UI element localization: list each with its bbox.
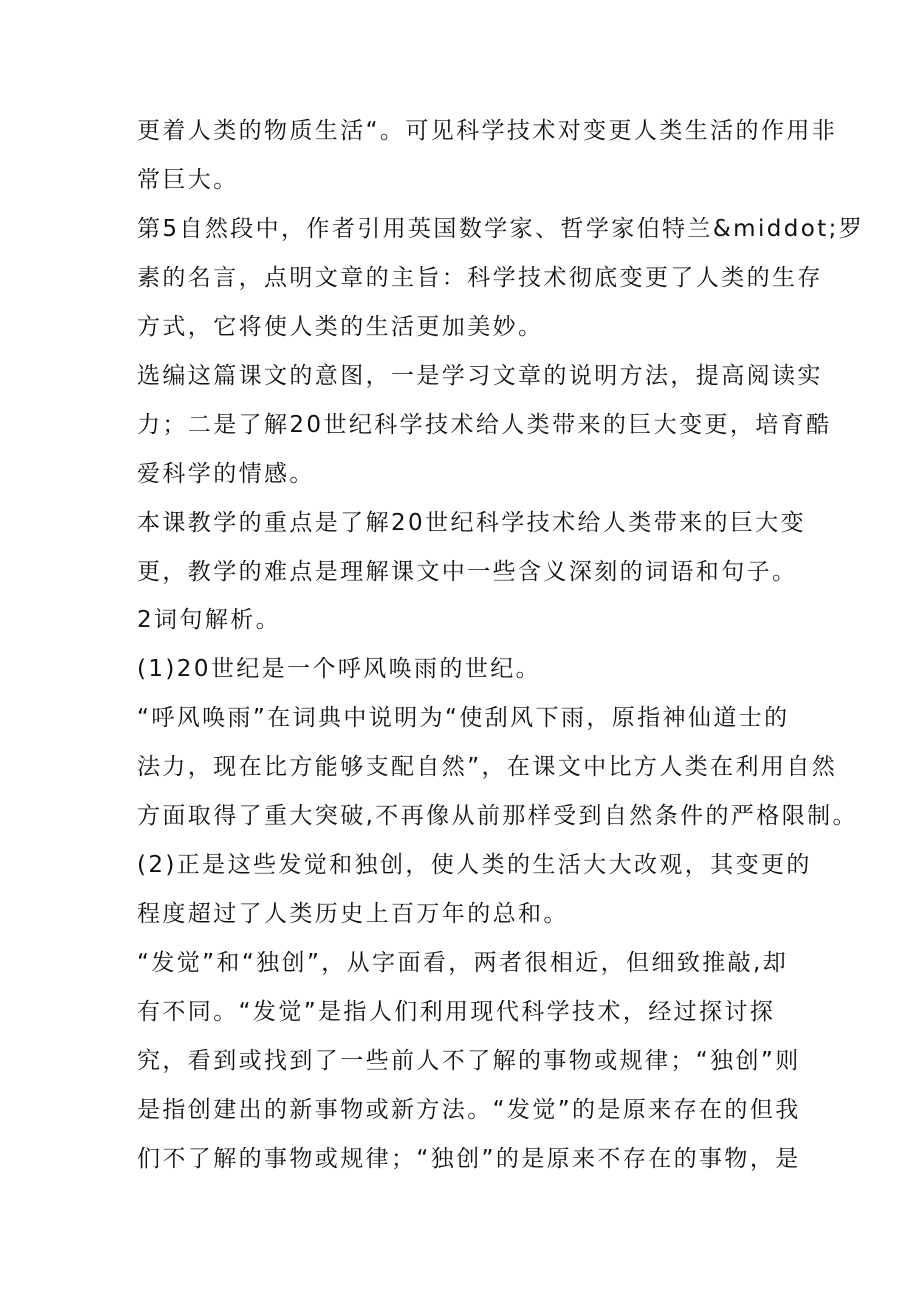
text-line: 程度超过了人类历史上百万年的总和。 bbox=[137, 901, 569, 927]
text-line: 素的名言，点明文章的主旨：科学技术彻底变更了人类的生存 bbox=[137, 265, 823, 291]
text-line: 更着人类的物质生活“。可见科学技术对变更人类生活的作用非 bbox=[137, 118, 838, 144]
text-line: “呼风唤雨”在词典中说明为“使刮风下雨，原指神仙道士的 bbox=[137, 705, 790, 731]
text-line: 第5自然段中，作者引用英国数学家、哲学家伯特兰&middot;罗 bbox=[137, 216, 865, 242]
text-line: (2)正是这些发觉和独创，使人类的生活大大改观，其变更的 bbox=[137, 852, 812, 878]
text-line: 选编这篇课文的意图，一是学习文章的说明方法，提高阅读实 bbox=[137, 363, 823, 389]
text-line: 究，看到或找到了一些前人不了解的事物或规律；“独创”则 bbox=[137, 1048, 801, 1074]
text-line: 常巨大。 bbox=[137, 167, 239, 193]
text-line: 们不了解的事物或规律；“独创”的是原来不存在的事物，是 bbox=[137, 1146, 801, 1172]
text-line: 本课教学的重点是了解20世纪科学技术给人类带来的巨大变 bbox=[137, 510, 807, 536]
section-heading: 2词句解析。 bbox=[137, 607, 282, 633]
text-line: 力；二是了解20世纪科学技术给人类带来的巨大变更，培育酷 bbox=[137, 412, 832, 438]
text-line: 是指创建出的新事物或新方法。“发觉”的是原来存在的但我 bbox=[137, 1097, 801, 1123]
text-line: 爱科学的情感。 bbox=[137, 461, 315, 487]
text-line: 有不同。“发觉”是指人们利用现代科学技术，经过探讨探 bbox=[137, 999, 776, 1025]
text-line: (1)20世纪是一个呼风唤雨的世纪。 bbox=[137, 656, 542, 682]
text-line: 法力，现在比方能够支配自然”，在课文中比方人类在利用自然 bbox=[137, 754, 838, 780]
text-line: 更，教学的难点是理解课文中一些含义深刻的词语和句子。 bbox=[137, 559, 798, 585]
text-line: 方面取得了重大突破,不再像从前那样受到自然条件的严格限制。 bbox=[137, 803, 858, 829]
text-line: 方式，它将使人类的生活更加美妙。 bbox=[137, 314, 544, 340]
text-line: “发觉”和“独创”，从字面看，两者很相近，但细致推敲,却 bbox=[137, 950, 789, 976]
